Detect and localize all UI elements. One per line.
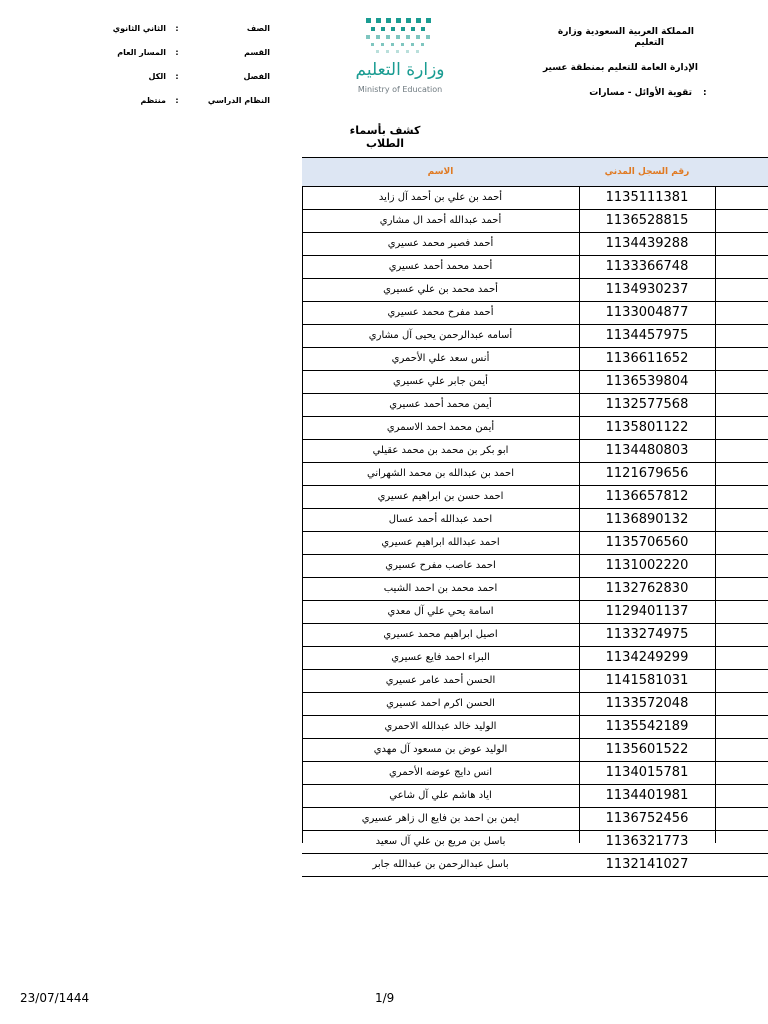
- student-id: 1135601522: [605, 742, 689, 757]
- student-name: انس دايج عوضه الأحمري: [388, 767, 493, 778]
- info-grade-label: الصف: [246, 24, 270, 33]
- table-row: [302, 325, 768, 348]
- student-id: 1135801122: [605, 420, 689, 435]
- student-id: 1133572048: [605, 696, 689, 711]
- table-row: [302, 739, 768, 762]
- info-section-label: القسم: [244, 48, 270, 57]
- student-id: 1136752456: [605, 811, 689, 826]
- info-system: [110, 96, 270, 110]
- student-id: 1131002220: [605, 558, 689, 573]
- students-table: [302, 157, 768, 877]
- table-row: [302, 371, 768, 394]
- table-row: [302, 578, 768, 601]
- table-row: [302, 440, 768, 463]
- student-id: 1133004877: [605, 305, 689, 320]
- student-name: أيمن محمد احمد الاسمري: [386, 422, 495, 433]
- student-name: أحمد محمد بن علي عسيري: [383, 284, 498, 295]
- table-row: [302, 555, 768, 578]
- logo-english-text: Ministry of Education: [357, 85, 443, 94]
- student-name: أيمن محمد أحمد عسيري: [389, 399, 492, 410]
- student-id: 1134401981: [605, 788, 689, 803]
- info-section-value: المسار العام: [117, 48, 166, 57]
- student-name: أحمد محمد أحمد عسيري: [388, 261, 493, 272]
- header-name: الاسم: [427, 167, 454, 177]
- student-id: 1134480803: [605, 443, 689, 458]
- info-section: [110, 48, 270, 62]
- header-id: رقم السجل المدني: [604, 167, 690, 177]
- student-id: 1136539804: [605, 374, 689, 389]
- student-id: 1132577568: [605, 397, 689, 412]
- student-id: 1129401137: [605, 604, 689, 619]
- student-name: البراء احمد فايع عسيري: [391, 652, 490, 663]
- student-id: 1133366748: [605, 259, 689, 274]
- info-system-colon: :: [175, 96, 179, 105]
- footer-page-number: 1/9: [375, 991, 395, 1005]
- student-id: 1135111381: [605, 190, 689, 205]
- student-name: ابو بكر بن محمد بن محمد عقيلي: [372, 445, 509, 456]
- student-name: الوليد عوض بن مسعود آل مهدي: [373, 744, 508, 755]
- student-name: أحمد مفرح محمد عسيري: [387, 307, 494, 318]
- logo-arabic-text: وزارة التعليم: [355, 60, 445, 80]
- student-name: احمد عاصب مفرح عسيري: [385, 560, 496, 571]
- table-row: [302, 279, 768, 302]
- table-row: [302, 302, 768, 325]
- table-row: [302, 532, 768, 555]
- student-id: 1136657812: [605, 489, 689, 504]
- program-line: تقوية الأوائل - مسارات: [589, 88, 692, 98]
- student-id: 1136321773: [605, 834, 689, 849]
- student-id: 1134439288: [605, 236, 689, 251]
- student-id: 1135542189: [605, 719, 689, 734]
- student-name: احمد محمد بن احمد الشيب: [383, 583, 498, 594]
- student-id: 1134457975: [605, 328, 689, 343]
- table-row: [302, 187, 768, 210]
- table-row: [302, 348, 768, 371]
- info-class-colon: :: [175, 72, 179, 81]
- student-id: 1121679656: [605, 466, 689, 481]
- student-name: أحمد فصير محمد عسيري: [387, 238, 494, 249]
- info-grade: [110, 24, 270, 38]
- table-row: [302, 785, 768, 808]
- student-id: 1141581031: [605, 673, 689, 688]
- student-name: باسل بن مريع بن علي آل سعيد: [375, 836, 506, 847]
- table-row: [302, 601, 768, 624]
- info-class-label: الفصل: [243, 72, 270, 81]
- student-name: أحمد بن علي بن أحمد آل زايد: [378, 192, 503, 203]
- table-row: [302, 624, 768, 647]
- student-id: 1132141027: [605, 857, 689, 872]
- footer-date: 23/07/1444: [20, 991, 90, 1005]
- ministry-logo: [350, 16, 450, 98]
- student-name: احمد عبدالله ابراهيم عسيري: [381, 537, 500, 548]
- student-name: ايمن بن احمد بن فايع ال زاهر عسيري: [361, 813, 520, 824]
- student-name: الحسن اكرم احمد عسيري: [386, 698, 495, 709]
- table-row: [302, 210, 768, 233]
- table-row: [302, 762, 768, 785]
- student-id: 1136611652: [605, 351, 689, 366]
- student-name: أنس سعد علي الأحمري: [391, 353, 490, 364]
- table-row: [302, 693, 768, 716]
- student-name: اسامة يحي علي آل معدي: [387, 606, 494, 617]
- info-section-colon: :: [175, 48, 179, 57]
- student-name: باسل عبدالرحمن بن عبدالله جابر: [372, 859, 509, 870]
- table-header-row: [302, 157, 768, 187]
- student-name: أسامه عبدالرحمن يحيى آل مشاري: [368, 330, 513, 341]
- info-class: [110, 72, 270, 86]
- table-row: [302, 854, 768, 877]
- student-name: الحسن أحمد عامر عسيري: [385, 675, 496, 686]
- info-system-label: النظام الدراسي: [207, 96, 270, 105]
- ministry-line-1: المملكة العربية السعودية وزارة: [557, 27, 694, 37]
- table-row: [302, 394, 768, 417]
- logo-dots-icon: [350, 16, 450, 60]
- info-grade-value: الثاني الثانوي: [112, 24, 166, 33]
- student-id: 1135706560: [605, 535, 689, 550]
- student-name: اياد هاشم علي آل شاعي: [389, 790, 492, 801]
- ministry-line-2: التعليم: [634, 38, 664, 48]
- student-id: 1136890132: [605, 512, 689, 527]
- table-row: [302, 486, 768, 509]
- student-name: الوليد خالد عبدالله الاحمري: [384, 721, 497, 732]
- student-id: 1134015781: [605, 765, 689, 780]
- header-extra-cell: [715, 158, 768, 186]
- student-name: اصيل ابراهيم محمد عسيري: [383, 629, 498, 640]
- table-row: [302, 716, 768, 739]
- student-name: احمد بن عبدالله بن محمد الشهراني: [366, 468, 515, 479]
- student-id: 1132762830: [605, 581, 689, 596]
- table-row: [302, 233, 768, 256]
- table-row: [302, 256, 768, 279]
- directorate-line: الإدارة العامة للتعليم بمنطقة عسير: [542, 63, 698, 73]
- table-row: [302, 670, 768, 693]
- table-body: [302, 187, 768, 877]
- program-colon: :: [703, 88, 707, 98]
- table-row: [302, 831, 768, 854]
- student-id: 1134930237: [605, 282, 689, 297]
- student-id: 1133274975: [605, 627, 689, 642]
- info-class-value: الكل: [148, 72, 166, 81]
- table-row: [302, 647, 768, 670]
- student-name: احمد عبدالله أحمد عسال: [388, 514, 493, 525]
- table-row: [302, 463, 768, 486]
- student-id: 1136528815: [605, 213, 689, 228]
- info-system-value: منتظم: [140, 96, 166, 105]
- student-name: احمد حسن بن ابراهيم عسيري: [377, 491, 504, 502]
- student-name: أحمد عبدالله أحمد ال مشاري: [379, 215, 502, 226]
- table-row: [302, 509, 768, 532]
- page-title: كشف بأسماء الطلاب: [349, 124, 421, 150]
- table-row: [302, 417, 768, 440]
- table-row: [302, 808, 768, 831]
- student-id: 1134249299: [605, 650, 689, 665]
- info-grade-colon: :: [175, 24, 179, 33]
- student-name: أيمن جابر علي عسيري: [393, 376, 488, 387]
